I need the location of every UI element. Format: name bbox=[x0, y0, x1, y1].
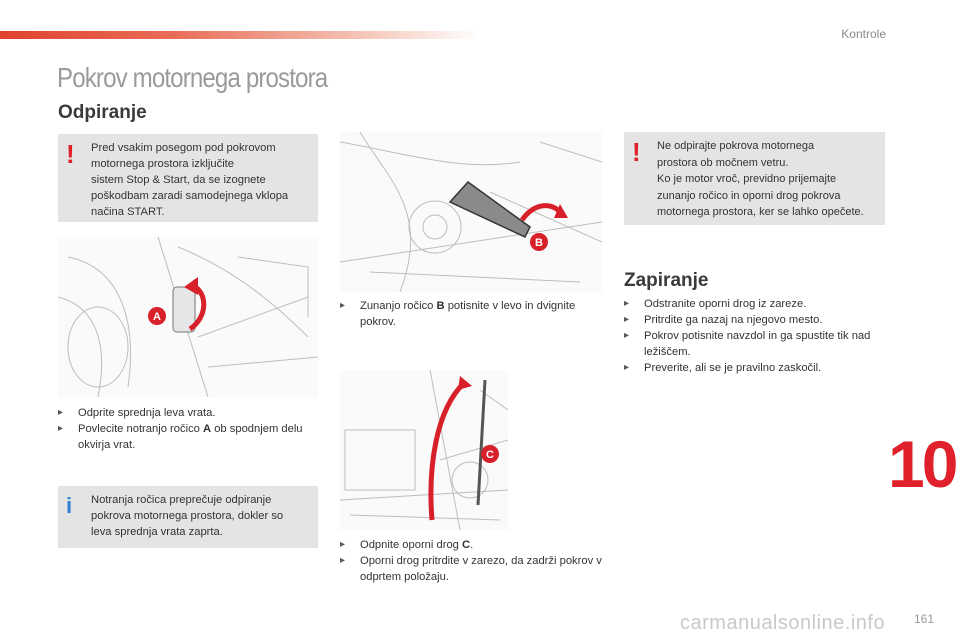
list-item bbox=[340, 537, 602, 553]
warning-line: prostora ob močnem vetru. bbox=[657, 156, 789, 169]
list-item: ▸ Pokrov potisnite navzdol in ga spustite tik nad ležiščem. bbox=[624, 328, 885, 360]
step-bold: C bbox=[462, 539, 471, 551]
list-item bbox=[340, 553, 602, 585]
info-line: Notranja ročica preprečuje odpiranje bbox=[91, 494, 272, 506]
info-box-door bbox=[58, 486, 318, 548]
figure-interior-lever bbox=[58, 237, 318, 397]
info-icon: i bbox=[66, 493, 73, 518]
info-line: leva sprednja vrata zaprta. bbox=[91, 526, 223, 538]
step-bold: A bbox=[203, 423, 212, 435]
header-accent-bar bbox=[0, 31, 480, 39]
step-text: Odprite sprednja leva vrata. bbox=[78, 407, 216, 419]
list-item bbox=[340, 298, 602, 330]
list-item: ▸ Pritrdite ga nazaj na njegovo mesto. bbox=[624, 312, 885, 328]
warning-line: načina START. bbox=[91, 206, 165, 218]
page-number: 161 bbox=[914, 612, 935, 626]
label-c: C bbox=[486, 449, 494, 461]
step-text: ob spodnjem delu okvirja vrat. bbox=[78, 423, 303, 451]
watermark: carmanualsonline.info bbox=[680, 612, 886, 634]
warning-box-wind-heat bbox=[624, 132, 885, 225]
list-item: ▸ Preverite, ali se je pravilno zaskočil. bbox=[624, 360, 885, 376]
warning-line: sistem Stop & Start, da se izognete bbox=[91, 174, 266, 186]
step-text: Oporni drog pritrdite v zarezo, da zadrži pokrov v odprtem položaju. bbox=[360, 555, 602, 583]
steps-a bbox=[58, 405, 318, 453]
page-title: Pokrov motornega prostora bbox=[57, 62, 328, 93]
steps-b bbox=[340, 298, 602, 330]
section-label: Kontrole bbox=[841, 27, 886, 41]
info-line: pokrova motornega prostora, dokler so bbox=[91, 510, 284, 522]
steps-c bbox=[340, 537, 602, 585]
list-item: ▸ Odstranite oporni drog iz zareze. bbox=[624, 296, 885, 312]
opening-heading: Odpiranje bbox=[58, 102, 147, 123]
label-b: B bbox=[535, 237, 543, 249]
figure-prop-rod bbox=[340, 370, 508, 530]
warning-icon: ! bbox=[632, 137, 641, 167]
warning-line: Pred vsakim posegom pod pokrovom bbox=[91, 142, 276, 154]
list-item bbox=[58, 421, 318, 453]
closing-heading: Zapiranje bbox=[624, 270, 709, 291]
label-a: A bbox=[153, 311, 161, 323]
step-text: Zunanjo ročico bbox=[360, 300, 437, 312]
warning-line: Ne odpirajte pokrova motornega bbox=[657, 140, 815, 152]
step-bold: B bbox=[436, 300, 445, 312]
warning-icon: ! bbox=[66, 139, 75, 169]
warning-box-stop-start bbox=[58, 134, 318, 222]
list-item bbox=[58, 405, 318, 421]
warning-line: Ko je motor vroč, previdno prijemajte bbox=[657, 173, 837, 185]
step-text: Odpnite oporni drog bbox=[360, 539, 462, 551]
steps-closing bbox=[624, 296, 885, 376]
warning-line: motornega prostora, ker se lahko opečete. bbox=[657, 206, 864, 218]
warning-line: zunanjo ročico in oporni drog pokrova bbox=[657, 189, 841, 202]
warning-line: motornega prostora izključite bbox=[91, 158, 235, 170]
step-text: potisnite v levo in dvignite pokrov. bbox=[360, 300, 576, 328]
warning-line: poškodbam zaradi samodejnega vklopa bbox=[91, 190, 289, 202]
figure-exterior-lever bbox=[340, 132, 602, 292]
step-text: . bbox=[470, 539, 474, 551]
step-text: Povlecite notranjo ročico bbox=[78, 423, 203, 435]
chapter-number: 10 bbox=[888, 427, 956, 501]
